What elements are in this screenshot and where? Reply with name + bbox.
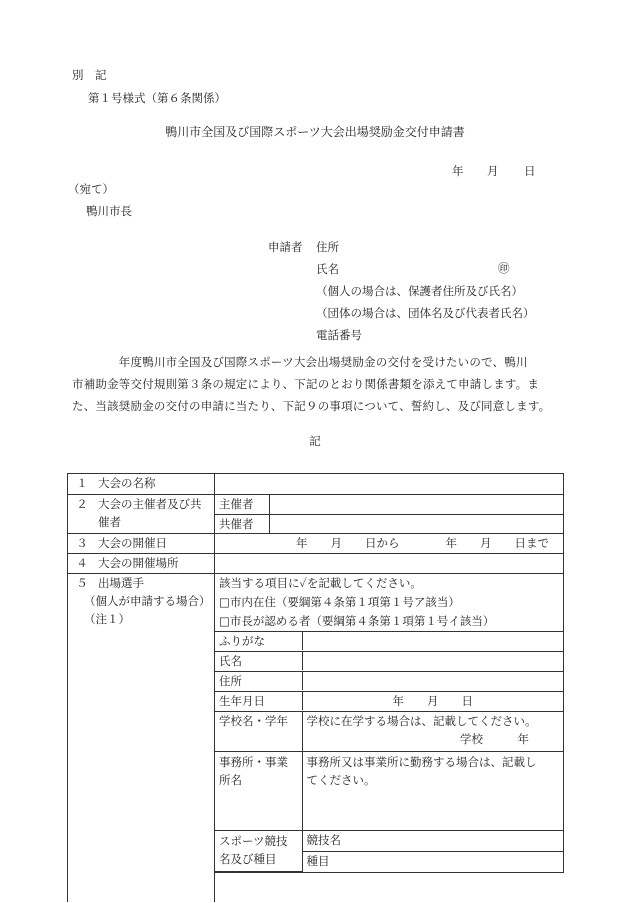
note-individual: （個人の場合は、保護者住所及び氏名） [316,284,523,298]
table-row [68,574,564,632]
addressee: 鴨川市長 [86,204,132,218]
furigana-label: ふりがな [215,632,302,650]
organizer-cell [215,495,564,534]
address-label: 住所 [215,672,302,690]
cohost-label: 共催者 [215,514,269,533]
furigana-value[interactable] [302,632,563,650]
name-label: 氏名 [215,652,302,670]
date-month: 月 [487,164,499,178]
applicant-address: 住所 [316,240,339,254]
birthdate-row [215,692,564,712]
row-label: １ 大会の名称 [68,474,215,495]
eligibility-option[interactable]: □市内在住（要綱第４条第１項第１号ア該当） [219,595,460,609]
birthdate-label: 生年月日 [215,692,302,710]
statement-line: 年度鴨川市全国及び国際スポーツ大会出場奨励金の交付を受けたいので、鴨川 [72,355,528,369]
ki-heading: 記 [309,434,321,448]
date-year: 年 [452,164,464,178]
eligibility-option[interactable]: □市長が認める者（要綱第４条第１項第１号イ該当） [219,614,495,628]
cohost-value[interactable] [269,514,563,533]
form-number: 第１号様式（第６条関係） [88,91,226,105]
office-value[interactable]: 事務所又は事業所に勤務する場合は、記載し てください。 [302,752,563,830]
event-value[interactable]: 競技名 [302,831,563,851]
school-row [215,712,564,752]
statement-line: た、当該奨励金の交付の申請に当たり、下記９の事項について、誓約し、及び同意します。 [72,399,551,413]
table-row [68,554,564,574]
eligibility-cell [215,574,564,632]
address-value[interactable] [302,672,563,690]
sport-label: スポーツ競技 名及び種目 [215,831,302,871]
table-row [68,534,564,554]
table-row [68,495,564,534]
annex-label: 別 記 [72,68,107,82]
name-row [215,652,564,672]
table-row [68,474,564,495]
host-label: 主催者 [215,495,269,514]
contest-name-value[interactable] [215,474,564,495]
seal-mark: ㊞ [498,261,510,275]
category-value[interactable]: 種目 [302,851,563,871]
host-value[interactable] [269,495,563,514]
row-label: ３ 大会の開催日 [68,534,215,554]
furigana-row [215,632,564,652]
applicant-label: 申請者 [268,240,303,254]
application-statement [72,351,562,417]
application-table [67,473,564,902]
office-row [215,752,564,831]
document-title: 鴨川市全国及び国際スポーツ大会出場奨励金交付申請書 [165,125,465,139]
office-label: 事務所・事業 所名 [215,752,302,830]
date-day: 日 [524,164,536,178]
applicant-phone: 電話番号 [316,328,362,342]
table-continuation [215,872,564,902]
note-group: （団体の場合は、団体名及び代表者氏名） [316,306,535,320]
school-label: 学校名・学年 [215,712,302,751]
row-label: ５ 出場選手 （個人が申請する場合） （注１） [68,574,215,903]
school-value[interactable]: 学校に在学する場合は、記載してください。 学校 年 [302,712,563,751]
addressee-label: （宛て） [68,182,114,196]
sport-row [215,831,564,873]
address-row [215,672,564,692]
venue-value[interactable] [215,554,564,574]
statement-line: 市補助金等交付規則第３条の規定により、下記のとおり関係書類を添えて申請します。ま [72,377,540,391]
date-range: 年 月 日から 年 月 日まで [215,534,564,554]
eligibility-instruction: 該当する項目に✓を記載してください。 [219,576,422,590]
applicant-name: 氏名 [316,262,339,276]
name-value[interactable] [302,652,563,670]
birthdate-value[interactable]: 年 月 日 [302,692,563,710]
row-label: ４ 大会の開催場所 [68,554,215,574]
row-label: ２ 大会の主催者及び共 催者 [68,495,215,534]
